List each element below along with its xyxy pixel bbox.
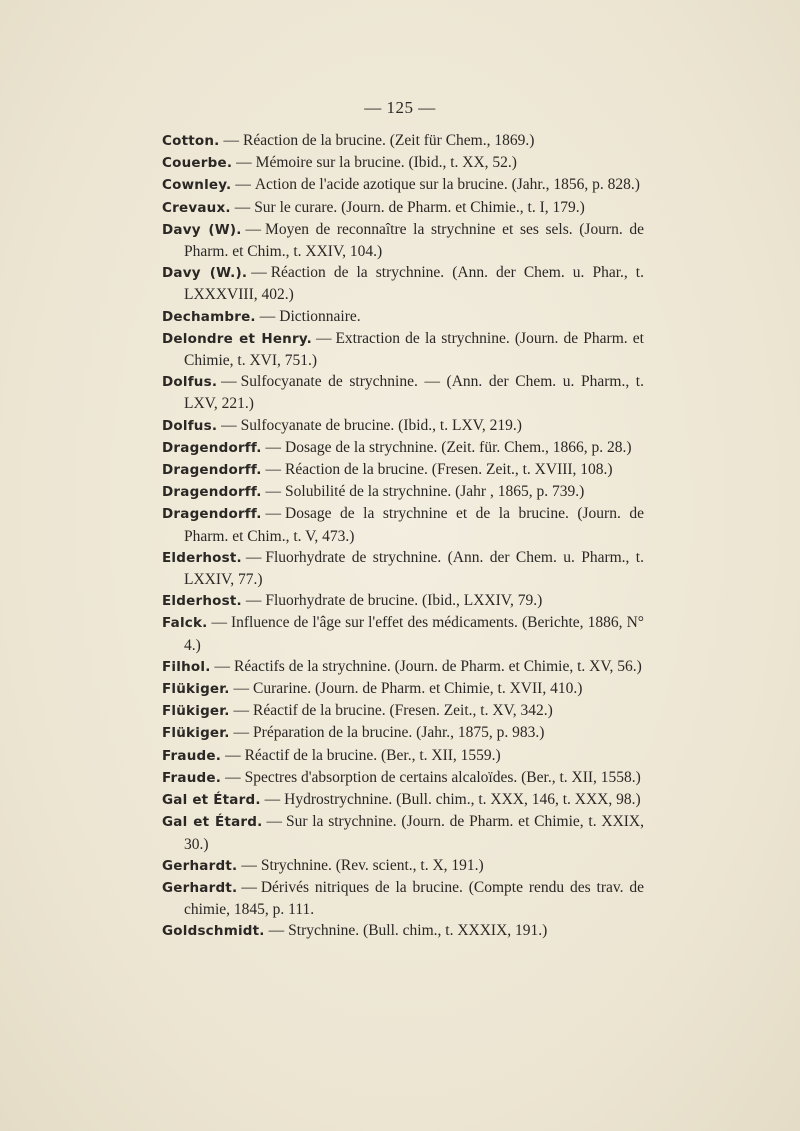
- entry-author: Crevaux.: [162, 199, 231, 216]
- bibliography-entry: [162, 656, 644, 678]
- bibliography-entry: [162, 219, 644, 262]
- entry-separator: —: [241, 856, 257, 874]
- entry-separator: —: [268, 922, 285, 940]
- entry-text: Réaction de la brucine. (Zeit für Chem., 1869.): [243, 132, 535, 149]
- entry-text: Fluorhydrate de strychnine. (Ann. der Chem. u. Pharm., t. LXXIV, 77.): [184, 548, 644, 589]
- entry-author: Dragendorff.: [162, 462, 262, 479]
- entry-text: Sulfocyanate de brucine. (Ibid., t. LXV, 219.): [240, 416, 522, 434]
- bibliography-entry: [162, 855, 644, 877]
- entry-separator: —: [315, 329, 332, 347]
- bibliography-entry: [162, 722, 644, 744]
- bibliography-entry: [162, 877, 644, 920]
- entry-separator: —: [245, 548, 262, 566]
- bibliography-entry: [162, 811, 644, 854]
- entry-separator: —: [233, 680, 250, 698]
- bibliography-list: [162, 130, 644, 943]
- bibliography-entry: [162, 678, 644, 700]
- bibliography-entry: [162, 481, 644, 503]
- entry-separator: —: [223, 132, 240, 149]
- entry-author: Flükiger.: [162, 703, 230, 720]
- entry-text: Spectres d'absorption de certains alcaloïdes. (Ber., t. XII, 1558.): [244, 768, 641, 786]
- entry-separator: —: [265, 438, 282, 456]
- entry-text: Dosage de la strychnine et de la brucine. (Journ. de Pharm. et Chim., t. V, 473.): [184, 505, 644, 545]
- entry-author: Gal et Étard.: [162, 792, 261, 809]
- entry-text: Influence de l'âge sur l'effet des médicaments. (Berichte, 1886, N° 4.): [184, 614, 644, 654]
- entry-text: Moyen de reconnaître la strychnine et ses sels. (Journ. de Pharm. et Chim., t. XXIV, 104.): [184, 220, 644, 261]
- entry-text: Réactif de la brucine. (Ber., t. XII, 1559.): [244, 746, 501, 764]
- entry-separator: —: [233, 724, 250, 742]
- bibliography-entry: [162, 130, 644, 152]
- entry-author: Couerbe.: [162, 155, 233, 172]
- entry-text: Sulfocyanate de strychnine. — (Ann. der Chem. u. Pharm., t. LXV, 221.): [184, 373, 644, 413]
- entry-separator: —: [235, 176, 251, 194]
- entry-author: Dolfus.: [162, 374, 218, 391]
- entry-author: Dragendorff.: [162, 484, 262, 501]
- bibliography-entry: [162, 437, 644, 459]
- entry-text: Sur la strychnine. (Journ. de Pharm. et Chimie, t. XXIX, 30.): [184, 813, 644, 853]
- bibliography-entry: [162, 547, 644, 590]
- entry-author: Cownley.: [162, 177, 232, 194]
- entry-separator: —: [221, 416, 237, 434]
- entry-text: Strychnine. (Rev. scient., t. X, 191.): [260, 856, 484, 874]
- bibliography-entry: [162, 612, 644, 655]
- entry-author: Delondre et Henry.: [162, 330, 312, 347]
- bibliography-entry: [162, 306, 644, 328]
- entry-separator: —: [236, 154, 252, 172]
- entry-author: Dechambre.: [162, 308, 256, 325]
- entry-text: Réaction de la brucine. (Fresen. Zeit., t. XVIII, 108.): [285, 461, 613, 479]
- entry-text: Réaction de la strychnine. (Ann. der Chem. u. Phar., t. LXXXVIII, 402.): [184, 264, 644, 304]
- entry-author: Davy (W.).: [162, 265, 248, 282]
- entry-text: Préparation de la brucine. (Jahr., 1875, p. 983.): [253, 724, 545, 742]
- entry-separator: —: [214, 657, 231, 675]
- entry-author: Dolfus.: [162, 417, 218, 434]
- entry-separator: —: [221, 373, 237, 391]
- entry-author: Filhol.: [162, 658, 211, 675]
- entry-separator: —: [265, 505, 282, 523]
- entry-author: Fraude.: [162, 747, 222, 764]
- entry-text: Solubilité de la strychnine. (Jahr , 1865, p. 739.): [285, 483, 585, 501]
- entry-separator: —: [241, 878, 257, 896]
- bibliography-entry: [162, 174, 644, 196]
- bibliography-entry: [162, 262, 644, 305]
- entry-author: Goldschmidt.: [162, 923, 265, 940]
- entry-text: Fluorhydrate de brucine. (Ibid., LXXIV, 79.): [265, 592, 543, 610]
- bibliography-entry: [162, 459, 644, 481]
- entry-text: Dosage de la strychnine. (Zeit. für. Chem., 1866, p. 28.): [285, 438, 632, 456]
- entry-author: Davy (W).: [162, 221, 242, 238]
- entry-separator: —: [265, 483, 282, 501]
- entry-text: Dictionnaire.: [279, 307, 361, 325]
- entry-text: Hydrostrychnine. (Bull. chim., t. XXX, 146, t. XXX, 98.): [284, 791, 641, 809]
- bibliography-entry: [162, 920, 644, 942]
- entry-separator: —: [259, 307, 276, 325]
- bibliography-entry: [162, 152, 644, 174]
- entry-author: Elderhost.: [162, 593, 242, 610]
- bibliography-entry: [162, 789, 644, 811]
- entry-author: Cotton.: [162, 133, 220, 149]
- entry-separator: —: [211, 614, 227, 632]
- entry-separator: —: [234, 198, 251, 216]
- entry-separator: —: [264, 791, 281, 809]
- entry-text: Curarine. (Journ. de Pharm. et Chimie, t. XVII, 410.): [253, 680, 583, 698]
- page-number: — 125 —: [364, 98, 436, 117]
- entry-separator: —: [245, 220, 262, 238]
- entry-author: Dragendorff.: [162, 506, 262, 523]
- entry-text: Dérivés nitriques de la brucine. (Compte rendu des trav. de chimie, 1845, p. 111.: [184, 878, 644, 919]
- entry-separator: —: [225, 768, 241, 786]
- entry-text: Strychnine. (Bull. chim., t. XXXIX, 191.): [288, 922, 548, 940]
- entry-author: Flükiger.: [162, 725, 230, 742]
- entry-separator: —: [233, 702, 250, 720]
- entry-text: Sur le curare. (Journ. de Pharm. et Chimie., t. I, 179.): [254, 198, 585, 216]
- entry-separator: —: [225, 746, 241, 764]
- entry-author: Flükiger.: [162, 681, 230, 698]
- entry-text: Mémoire sur la brucine. (Ibid., t. XX, 52.): [255, 154, 517, 172]
- bibliography-entry: [162, 700, 644, 722]
- entry-text: Extraction de la strychnine. (Journ. de Pharm. et Chimie, t. XVI, 751.): [184, 329, 644, 370]
- bibliography-entry: [162, 328, 644, 371]
- bibliography-entry: [162, 371, 644, 414]
- bibliography-entry: [162, 503, 644, 546]
- entry-text: Action de l'acide azotique sur la brucine. (Jahr., 1856, p. 828.): [254, 176, 640, 194]
- entry-author: Gerhardt.: [162, 857, 238, 874]
- bibliography-entry: [162, 745, 644, 767]
- entry-author: Fraude.: [162, 769, 222, 786]
- entry-text: Réactif de la brucine. (Fresen. Zeit., t. XV, 342.): [253, 702, 553, 720]
- bibliography-entry: [162, 197, 644, 219]
- entry-text: Réactifs de la strychnine. (Journ. de Pharm. et Chimie, t. XV, 56.): [234, 657, 642, 675]
- entry-author: Elderhost.: [162, 549, 242, 566]
- entry-author: Gerhardt.: [162, 879, 238, 896]
- entry-author: Gal et Étard.: [162, 814, 263, 831]
- bibliography-entry: [162, 767, 644, 789]
- entry-separator: —: [245, 592, 262, 610]
- bibliography-entry: [162, 590, 644, 612]
- bibliography-entry: [162, 415, 644, 437]
- entry-separator: —: [265, 461, 282, 479]
- entry-separator: —: [266, 813, 282, 831]
- entry-author: Falck.: [162, 615, 208, 632]
- entry-author: Dragendorff.: [162, 439, 262, 456]
- entry-separator: —: [251, 264, 267, 282]
